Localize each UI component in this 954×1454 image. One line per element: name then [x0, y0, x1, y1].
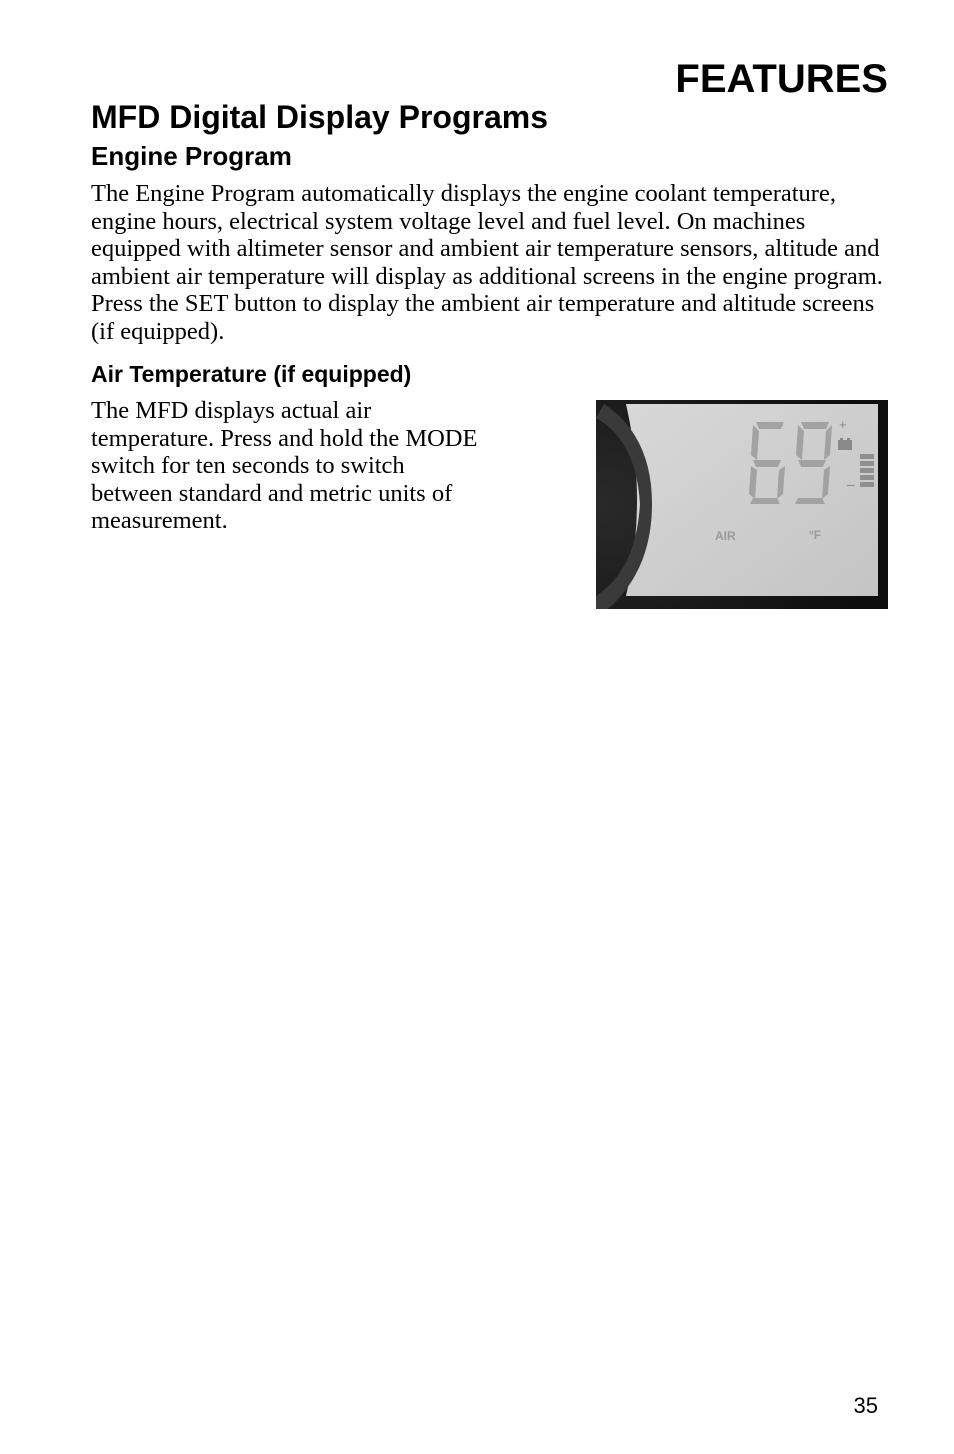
minus-sign: –: [847, 476, 855, 492]
page-number: 35: [853, 1393, 878, 1418]
plus-sign: +: [839, 417, 847, 432]
page-title: MFD Digital Display Programs: [91, 99, 548, 135]
level-bars: [860, 454, 874, 487]
section-header: FEATURES: [675, 57, 888, 101]
engine-program-paragraph: The Engine Program automatically displays the engine coolant temperature, engine hours, electrical system voltage level and fuel level. On machines equipped with altimeter sensor and ambient air temperature sensors, altitude and ambient air temperature will display as additional screens in the engine program. Press the SET button to display the ambient air temperature and altitude screens (if equipped).: [91, 180, 883, 345]
unit-label: °F: [809, 528, 822, 542]
mfd-display-photo: [596, 400, 888, 609]
air-label: AIR: [715, 529, 736, 543]
air-temperature-paragraph: The MFD displays actual air temperature. Press and hold the MODE switch for ten seconds to switch between standard and metric units of measurement.: [91, 397, 478, 535]
air-temperature-heading: Air Temperature (if equipped): [91, 361, 412, 387]
engine-program-heading: Engine Program: [91, 141, 292, 171]
